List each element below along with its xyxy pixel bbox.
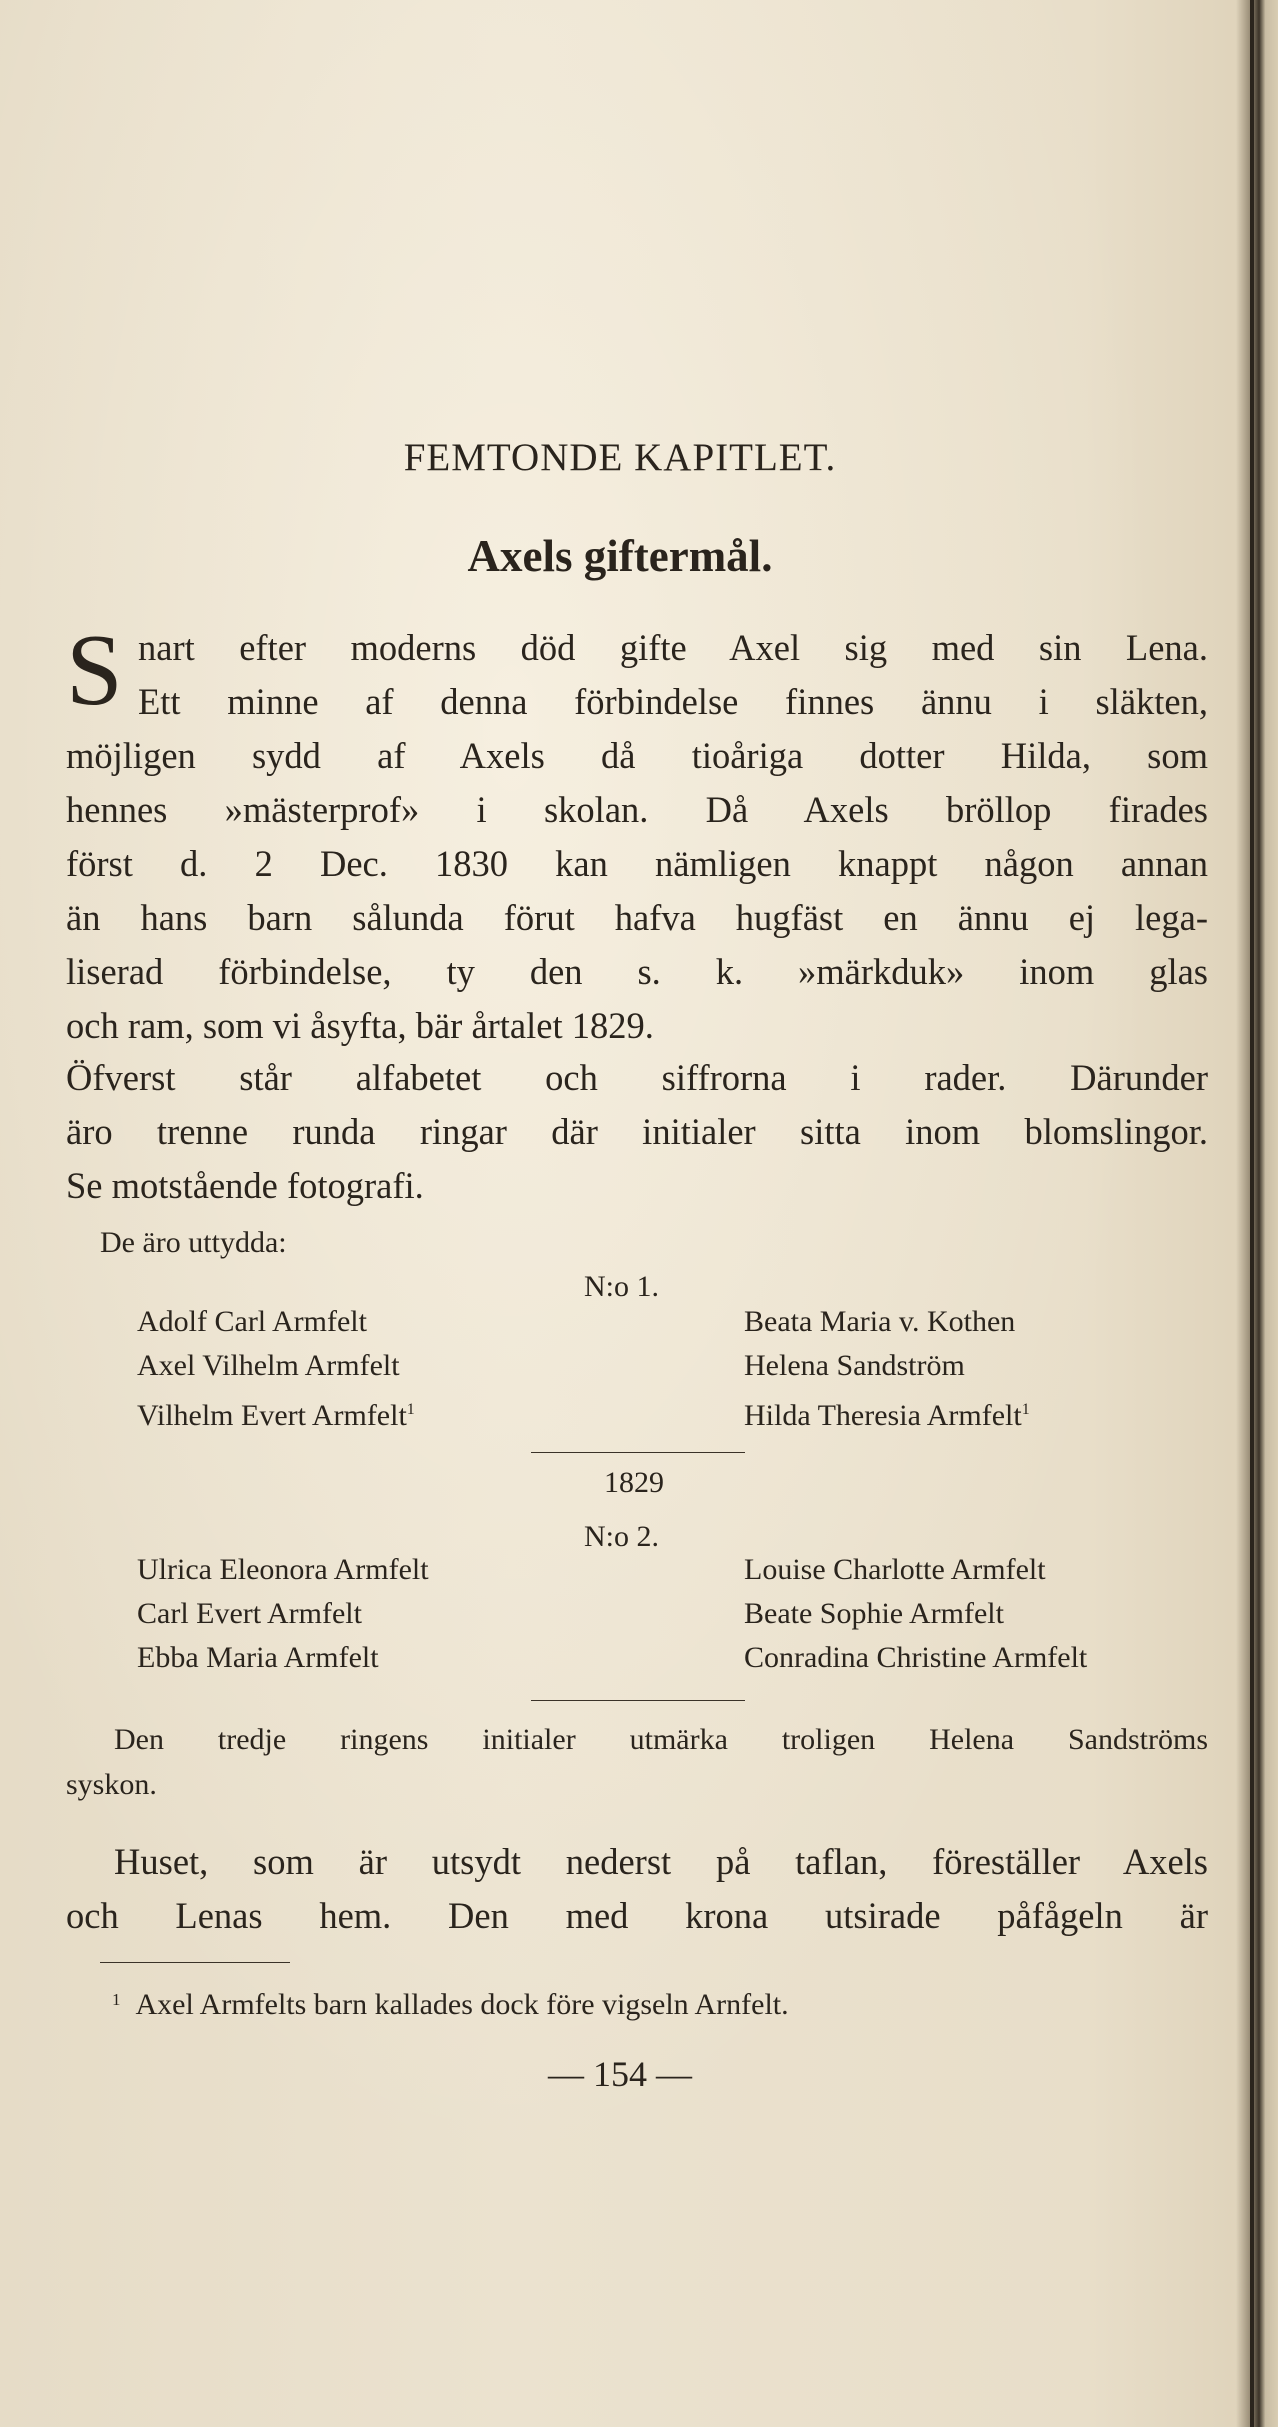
ring-2-right-name: Beate Sophie Armfelt	[744, 1597, 1004, 1630]
ring-2-left-name: Carl Evert Armfelt	[137, 1597, 362, 1630]
list-intro: De äro uttydda:	[100, 1226, 287, 1259]
footnote-marker: 1	[1021, 1401, 1030, 1418]
paragraph-line: liserad förbindelse, ty den s. k. »märkduk» inom glas	[66, 951, 1208, 992]
ring-1-left-name: Vilhelm Evert Armfelt$^1$	[137, 1399, 415, 1432]
paragraph-line: och Lenas hem. Den med krona utsirade påfågeln är	[66, 1895, 1208, 1936]
paragraph-line: möjligen sydd af Axels då tioåriga dotter Hilda, som	[66, 735, 1208, 776]
paragraph-line: Huset, som är utsydt nederst på taflan, föreställer Axels	[114, 1841, 1208, 1882]
ring-2-left-name: Ebba Maria Armfelt	[137, 1641, 379, 1674]
drop-cap: S	[66, 614, 123, 727]
page-binding-edge	[1250, 0, 1254, 2427]
ring-1-right-name: Helena Sandström	[744, 1349, 965, 1382]
ring-2-label: N:o 2.	[584, 1520, 659, 1553]
divider-rule	[531, 1700, 745, 1701]
footnote-marker: 1	[112, 1990, 121, 2009]
third-ring-note-line: Den tredje ringens initialer utmärka troligen Helena Sandströms	[114, 1723, 1208, 1756]
ring-2-left-name: Ulrica Eleonora Armfelt	[137, 1553, 429, 1586]
ring-1-right-name: Beata Maria v. Kothen	[744, 1305, 1016, 1338]
ring-1-left-name: Axel Vilhelm Armfelt	[137, 1349, 400, 1382]
ring-1-left-name: Adolf Carl Armfelt	[137, 1305, 367, 1338]
footnote-marker: 1	[406, 1401, 415, 1418]
paragraph-line: Se motstående fotografi.	[66, 1165, 424, 1206]
footnote: $^1$ Axel Armfelts barn kallades dock före vigseln Arnfelt.	[112, 1988, 789, 2021]
page-number: — 154 —	[548, 2054, 692, 2094]
ring-1-right-name: Hilda Theresia Armfelt$^1$	[744, 1399, 1030, 1432]
paragraph-line: Öfverst står alfabetet och siffrorna i rader. Därunder	[66, 1057, 1208, 1098]
paragraph-line: nart efter moderns död gifte Axel sig med sin Lena.	[138, 627, 1208, 668]
third-ring-note-line: syskon.	[66, 1768, 157, 1801]
ring-1-label: N:o 1.	[584, 1270, 659, 1303]
year-label: 1829	[604, 1466, 664, 1499]
divider-rule	[531, 1452, 745, 1453]
chapter-heading: FEMTONDE KAPITLET.	[403, 436, 837, 479]
chapter-title: Axels giftermål.	[467, 531, 773, 581]
paragraph-line: och ram, som vi åsyfta, bär årtalet 1829.	[66, 1005, 654, 1046]
paragraph-line: först d. 2 Dec. 1830 kan nämligen knappt någon annan	[66, 843, 1208, 884]
page-gutter-shadow	[1236, 0, 1278, 2427]
paragraph-line: hennes »mästerprof» i skolan. Då Axels bröllop firades	[66, 789, 1208, 830]
ring-2-right-name: Louise Charlotte Armfelt	[744, 1553, 1046, 1586]
paragraph-line: Ett minne af denna förbindelse finnes ännu i släkten,	[138, 681, 1208, 722]
ring-2-right-name: Conradina Christine Armfelt	[744, 1641, 1088, 1674]
footnote-rule	[100, 1962, 290, 1963]
paragraph-line: än hans barn sålunda förut hafva hugfäst en ännu ej lega-	[66, 897, 1208, 938]
paragraph-line: äro trenne runda ringar där initialer sitta inom blomslingor.	[66, 1111, 1208, 1152]
